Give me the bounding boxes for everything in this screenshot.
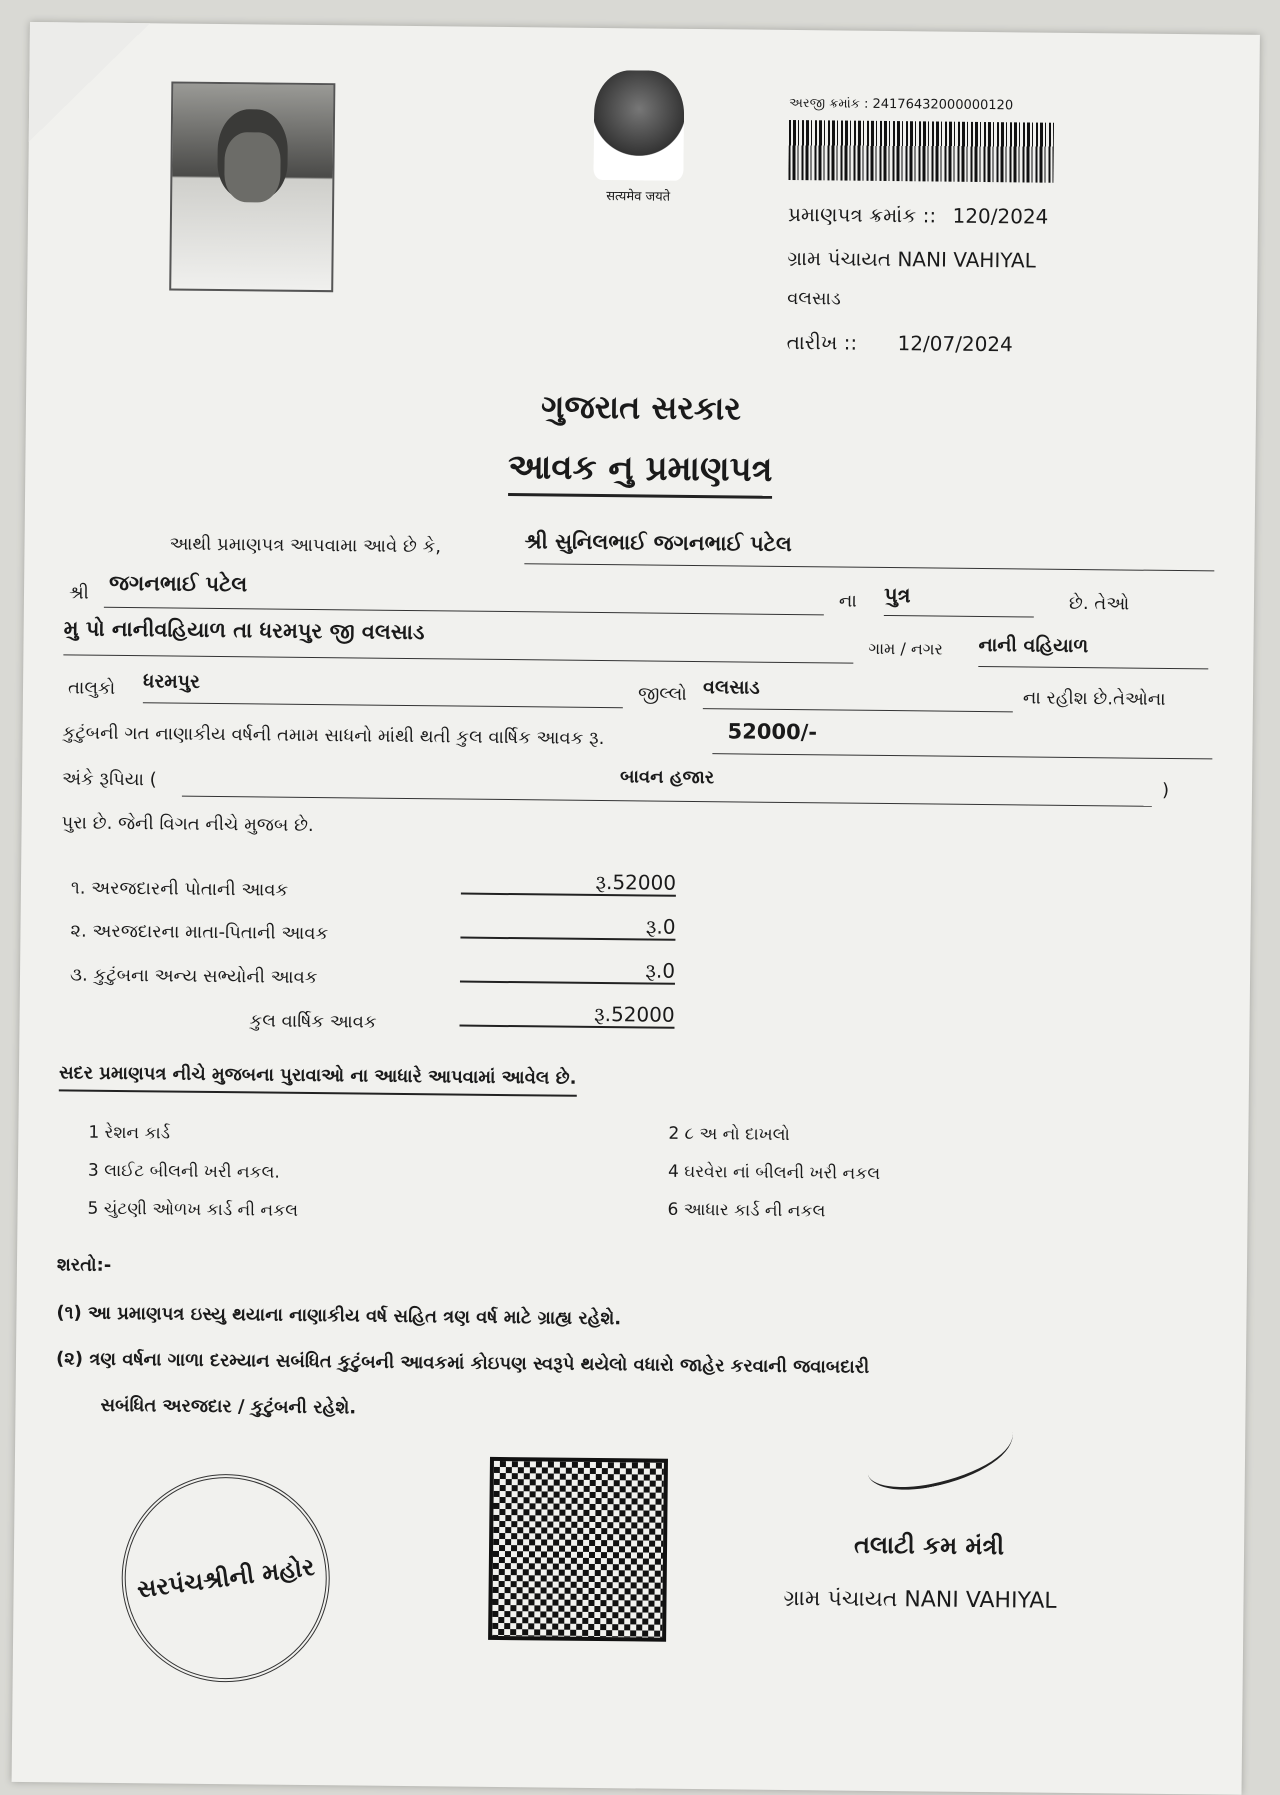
conditions-heading: શરતો:- <box>56 1254 112 1276</box>
date-label: તારીખ :: <box>786 329 858 355</box>
issue-date: 12/07/2024 <box>897 331 1013 357</box>
address: મુ પો નાનીવહિયાળ તા ધરમપુર જી વલસાડ <box>63 616 425 645</box>
date-row <box>787 330 1013 356</box>
father-name: જગનભાઈ પટેલ <box>109 570 248 597</box>
na-label: ના <box>838 590 857 612</box>
emblem-icon <box>593 70 684 181</box>
sarpanch-seal <box>109 1462 342 1695</box>
village-line <box>978 634 1208 669</box>
application-number: અરજી ક્રમાંક : 24176432000000120 <box>789 95 1014 114</box>
district-line <box>703 676 1013 712</box>
income-text: કુટુંબની ગત નાણાકીય વર્ષની તમામ સાધનો માંથી થતી કુલ વાર્ષિક આવક રૂ. <box>62 722 605 750</box>
certificate-title: આવક નુ પ્રમાણપત્ર <box>508 447 773 499</box>
breakdown-item-3: ૩. કુટુંબના અન્ય સભ્યોની આવક <box>69 964 318 989</box>
qr-code <box>488 1457 668 1642</box>
certificate-number-label: પ્રમાણપત્ર ક્રમાંક :: <box>787 201 937 228</box>
proofs-heading: સદર પ્રમાણપત્ર નીચે મુજબના પુરાવાઓ ના આધારે આપવામાં આવેલ છે. <box>59 1062 577 1096</box>
income-words: બાવન હજાર <box>619 766 715 789</box>
breakdown-item-2: ૨. અરજદારના માતા-પિતાની આવક <box>70 920 329 945</box>
condition-2: (૨) ત્રણ વર્ષના ગાળા દરમ્યાન સબંધિત કુટુંબની આવકમાં કોઇપણ સ્વરૂપે થયેલો વધારો જાહેર કરવાની જવાબદારી <box>55 1348 870 1378</box>
photo-face <box>224 132 281 203</box>
proof-item-5: 5 ચુંટણી ઓળખ કાર્ડ ની નકલ <box>87 1198 299 1221</box>
proof-item-2: 2 ૮ અ નો દાખલો <box>668 1123 790 1146</box>
proof-item-6: 6 આધાર કાર્ડ ની નકલ <box>667 1199 826 1222</box>
certificate-number: 120/2024 <box>952 203 1049 229</box>
income-amount: 52000/- <box>727 719 818 745</box>
shri-label: શ્રી <box>68 582 89 604</box>
relation-line <box>884 583 1034 618</box>
address-line <box>63 616 853 663</box>
words-label: અંકે રૂપિયા ( <box>61 768 157 791</box>
proof-item-1: 1 રેશન કાર્ડ <box>88 1122 171 1144</box>
proof-item-3: 3 લાઈટ બીલની ખરી નકલ. <box>87 1160 280 1183</box>
taluka-line <box>143 670 623 708</box>
applicant-name: શ્રી સુનિલભાઈ જગનભાઈ પટેલ <box>524 529 792 557</box>
village-label: ગામ / નગર <box>868 638 943 659</box>
details-text: પુરા છે. જેની વિગત નીચે મુજબ છે. <box>61 812 314 837</box>
intro-text: આથી પ્રમાણપત્ર આપવામા આવે છે કે, <box>169 533 442 558</box>
total-amount: રૂ.52000 <box>460 1001 675 1029</box>
signatory-title: તલાટી કમ મંત્રી <box>853 1530 1005 1561</box>
income-amount-line <box>712 719 1212 759</box>
income-words-line <box>182 762 1152 807</box>
certificate-number-row <box>788 202 1049 229</box>
resident-text: ના રહીશ છે.તેઓના <box>1022 687 1166 710</box>
breakdown-amount-2: રૂ.0 <box>460 913 675 941</box>
applicant-name-line <box>524 529 1214 571</box>
applicant-photo <box>169 81 335 292</box>
che-teo-label: છે. તેઓ <box>1068 592 1130 615</box>
certificate-title-wrap <box>25 442 1255 495</box>
national-emblem <box>583 70 694 211</box>
breakdown-amount-1: રૂ.52000 <box>461 869 676 897</box>
condition-2-continued: સબંધિત અરજદાર / કુટુંબની રહેશે. <box>100 1394 357 1419</box>
seal-text: સરપંચશ્રીની મહોર <box>135 1552 317 1604</box>
district-label: જીલ્લો <box>637 683 687 705</box>
taluka-label: તાલુકો <box>67 677 116 699</box>
taluka: ધરમપુર <box>142 670 201 693</box>
proof-item-4: 4 ઘરવેરા નાં બીલની ખરી નકલ <box>667 1161 881 1184</box>
emblem-motto: सत्यमेव जयते <box>606 189 671 205</box>
issuing-panchayat: ગ્રામ પંચાયત NANI VAHIYAL <box>787 245 1036 273</box>
barcode <box>788 120 1054 183</box>
paper-corner <box>29 22 150 143</box>
issuing-district: વલસાડ <box>787 287 841 310</box>
words-close: ) <box>1161 779 1170 801</box>
district: વલસાડ <box>702 676 760 699</box>
signatory-panchayat: ગ્રામ પંચાયત NANI VAHIYAL <box>783 1585 1057 1614</box>
condition-1: (૧) આ પ્રમાણપત્ર ઇસ્યુ થયાના નાણાકીય વર્ષ સહિત ત્રણ વર્ષ માટે ગ્રાહ્ય રહેશે. <box>56 1302 622 1330</box>
government-title: ગુજરાત સરકાર <box>540 387 742 428</box>
total-label: કુલ વાર્ષિક આવક <box>249 1010 377 1033</box>
breakdown-item-1: ૧. અરજદારની પોતાની આવક <box>70 877 289 901</box>
father-name-line <box>104 571 824 616</box>
signature <box>860 1407 1019 1498</box>
breakdown-amount-3: રૂ.0 <box>460 957 675 985</box>
certificate-page <box>12 22 1260 1795</box>
relation: પુત્ર <box>883 582 911 608</box>
village: નાની વહિયાળ <box>978 633 1089 658</box>
